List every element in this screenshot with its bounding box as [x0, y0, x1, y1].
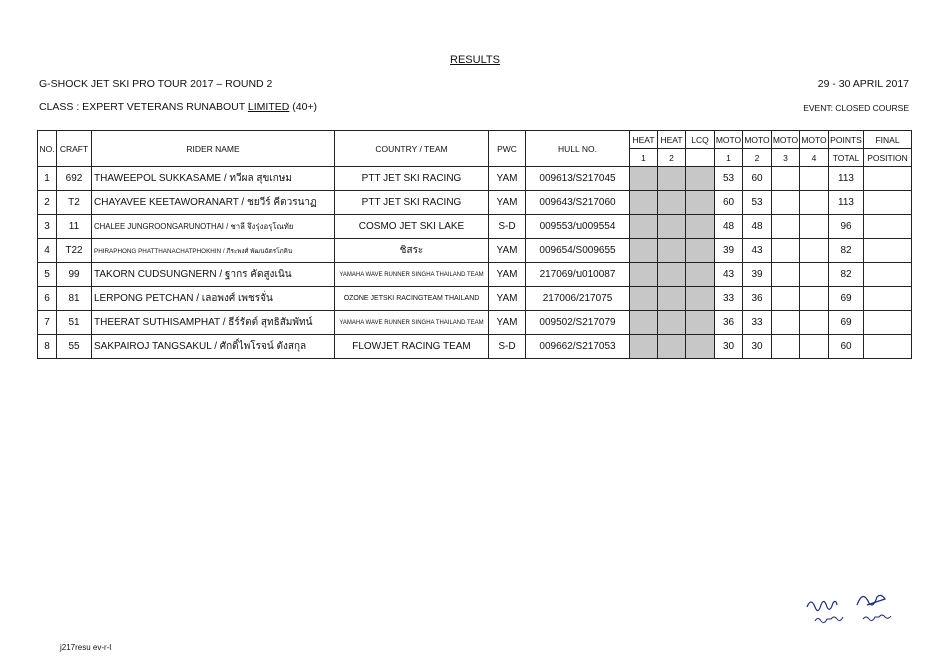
col-position: POSITION — [864, 149, 912, 167]
cell-moto-2: 39 — [743, 263, 772, 287]
col-moto-2: MOTO — [743, 131, 772, 149]
col-heat-1: HEAT — [630, 131, 658, 149]
cell-no: 6 — [38, 287, 57, 311]
cell-rider: LERPONG PETCHAN / เลอพงศ์ เพชรจั่น — [92, 287, 335, 311]
cell-total: 69 — [829, 287, 864, 311]
cell-heat-1 — [630, 263, 658, 287]
cell-craft: 51 — [57, 311, 92, 335]
cell-heat-2 — [658, 167, 686, 191]
cell-pwc: YAM — [489, 311, 526, 335]
table-row — [38, 335, 912, 359]
cell-no: 3 — [38, 215, 57, 239]
cell-lcq — [686, 311, 715, 335]
cell-lcq — [686, 215, 715, 239]
cell-lcq — [686, 263, 715, 287]
cell-no: 7 — [38, 311, 57, 335]
header-row-1 — [38, 131, 912, 149]
cell-no: 5 — [38, 263, 57, 287]
cell-moto-3 — [772, 287, 800, 311]
cell-team: PTT JET SKI RACING — [335, 167, 489, 191]
cell-total: 113 — [829, 167, 864, 191]
cell-no: 4 — [38, 239, 57, 263]
cell-rider: THAWEEPOL SUKKASAME / ทวีผล สุขเกษม — [92, 167, 335, 191]
col-team: COUNTRY / TEAM — [335, 131, 489, 167]
cell-rider: TAKORN CUDSUNGNERN / ฐากร คัดสูงเนิน — [92, 263, 335, 287]
cell-hull: 217006/217075 — [526, 287, 630, 311]
cell-heat-2 — [658, 215, 686, 239]
signature-1-date — [815, 617, 843, 623]
cell-total: 82 — [829, 239, 864, 263]
col-lcq: LCQ — [686, 131, 715, 149]
col-moto-4: MOTO — [800, 131, 829, 149]
cell-hull: 009643/S217060 — [526, 191, 630, 215]
cell-rider: CHALEE JUNGROONGARUNOTHAI / ชาลี จึงรุ่งอรุโณทัย — [92, 215, 335, 239]
cell-lcq — [686, 167, 715, 191]
cell-moto-2: 53 — [743, 191, 772, 215]
cell-moto-2: 48 — [743, 215, 772, 239]
cell-pwc: YAM — [489, 191, 526, 215]
cell-position — [864, 263, 912, 287]
cell-heat-2 — [658, 311, 686, 335]
class-highlight: LIMITED — [247, 101, 290, 113]
cell-team: ชิสระ — [335, 239, 489, 263]
cell-moto-1: 39 — [715, 239, 743, 263]
class-line — [39, 101, 317, 113]
results-title: RESULTS — [450, 54, 500, 66]
cell-moto-3 — [772, 191, 800, 215]
cell-pwc: YAM — [489, 167, 526, 191]
cell-moto-1: 48 — [715, 215, 743, 239]
cell-position — [864, 311, 912, 335]
col-points: POINTS — [829, 131, 864, 149]
cell-total: 60 — [829, 335, 864, 359]
cell-moto-2: 36 — [743, 287, 772, 311]
cell-craft: 11 — [57, 215, 92, 239]
cell-moto-2: 43 — [743, 239, 772, 263]
cell-rider: CHAYAVEE KEETAWORANART / ชยวีร์ คีตวรนาฏ — [92, 191, 335, 215]
cell-team: COSMO JET SKI LAKE — [335, 215, 489, 239]
cell-heat-2 — [658, 287, 686, 311]
cell-hull: 009613/S217045 — [526, 167, 630, 191]
cell-pwc: YAM — [489, 287, 526, 311]
cell-heat-2 — [658, 335, 686, 359]
cell-moto-3 — [772, 167, 800, 191]
cell-moto-1: 60 — [715, 191, 743, 215]
cell-heat-2 — [658, 191, 686, 215]
col-final: FINAL — [864, 131, 912, 149]
cell-moto-3 — [772, 335, 800, 359]
signature-1 — [807, 601, 837, 610]
event-name: G-SHOCK JET SKI PRO TOUR 2017 – ROUND 2 — [39, 78, 273, 90]
col-craft: CRAFT — [57, 131, 92, 167]
table-row — [38, 287, 912, 311]
cell-moto-4 — [800, 263, 829, 287]
table-row — [38, 239, 912, 263]
col-lcq-blank — [686, 149, 715, 167]
cell-position — [864, 335, 912, 359]
footer-code: j217resu ev-r-l — [60, 643, 112, 652]
cell-team: PTT JET SKI RACING — [335, 191, 489, 215]
cell-team: YAMAHA WAVE RUNNER SINGHA THAILAND TEAM — [335, 311, 489, 335]
cell-pwc: YAM — [489, 239, 526, 263]
col-moto-2-num: 2 — [743, 149, 772, 167]
cell-heat-1 — [630, 215, 658, 239]
cell-no: 1 — [38, 167, 57, 191]
cell-craft: 55 — [57, 335, 92, 359]
class-suffix: (40+) — [289, 101, 318, 113]
cell-pwc: YAM — [489, 263, 526, 287]
signature-2-date — [863, 615, 891, 621]
cell-craft: 99 — [57, 263, 92, 287]
table-row — [38, 191, 912, 215]
col-total: TOTAL — [829, 149, 864, 167]
cell-heat-2 — [658, 263, 686, 287]
col-moto-1-num: 1 — [715, 149, 743, 167]
cell-moto-3 — [772, 215, 800, 239]
cell-heat-1 — [630, 335, 658, 359]
cell-hull: 009654/S009655 — [526, 239, 630, 263]
results-table — [37, 130, 912, 359]
cell-pwc: S-D — [489, 335, 526, 359]
cell-hull: 009502/S217079 — [526, 311, 630, 335]
signature-marks — [805, 585, 905, 635]
cell-team: YAMAHA WAVE RUNNER SINGHA THAILAND TEAM — [335, 263, 489, 287]
col-no: NO. — [38, 131, 57, 167]
cell-moto-4 — [800, 167, 829, 191]
col-rider: RIDER NAME — [92, 131, 335, 167]
cell-rider: PHIRAPHONG PHATTHANACHATPHOKHIN / ภีระพงศ์ พัฒนฉัตรโภคิน — [92, 239, 335, 263]
table-row — [38, 311, 912, 335]
col-moto-3: MOTO — [772, 131, 800, 149]
cell-rider: THEERAT SUTHISAMPHAT / ธีร์รัตต์ สุทธิสัมพัทน์ — [92, 311, 335, 335]
cell-heat-1 — [630, 191, 658, 215]
cell-heat-1 — [630, 311, 658, 335]
cell-moto-4 — [800, 239, 829, 263]
cell-hull: 217069/บ010087 — [526, 263, 630, 287]
cell-position — [864, 215, 912, 239]
cell-total: 69 — [829, 311, 864, 335]
cell-moto-2: 30 — [743, 335, 772, 359]
signature-2 — [857, 595, 885, 605]
cell-no: 2 — [38, 191, 57, 215]
cell-craft: T2 — [57, 191, 92, 215]
cell-moto-3 — [772, 239, 800, 263]
col-moto-3-num: 3 — [772, 149, 800, 167]
cell-heat-1 — [630, 239, 658, 263]
cell-rider: SAKPAIROJ TANGSAKUL / ศักดิ์ไพโรจน์ ตังสกุล — [92, 335, 335, 359]
col-heat-2: HEAT — [658, 131, 686, 149]
cell-moto-2: 60 — [743, 167, 772, 191]
cell-moto-1: 33 — [715, 287, 743, 311]
col-moto-1: MOTO — [715, 131, 743, 149]
cell-moto-4 — [800, 215, 829, 239]
cell-moto-4 — [800, 311, 829, 335]
col-pwc: PWC — [489, 131, 526, 167]
cell-total: 96 — [829, 215, 864, 239]
cell-hull: 009662/S217053 — [526, 335, 630, 359]
col-heat-2-num: 2 — [658, 149, 686, 167]
cell-moto-1: 36 — [715, 311, 743, 335]
cell-craft: 81 — [57, 287, 92, 311]
cell-lcq — [686, 287, 715, 311]
cell-position — [864, 191, 912, 215]
cell-moto-1: 43 — [715, 263, 743, 287]
cell-craft: T22 — [57, 239, 92, 263]
cell-lcq — [686, 191, 715, 215]
cell-heat-1 — [630, 167, 658, 191]
event-date: 29 - 30 APRIL 2017 — [817, 78, 909, 90]
cell-moto-3 — [772, 263, 800, 287]
cell-moto-4 — [800, 287, 829, 311]
class-prefix: CLASS : EXPERT VETERANS RUNABOUT — [39, 101, 248, 113]
cell-pwc: S-D — [489, 215, 526, 239]
col-moto-4-num: 4 — [800, 149, 829, 167]
cell-lcq — [686, 335, 715, 359]
col-heat-1-num: 1 — [630, 149, 658, 167]
cell-heat-2 — [658, 239, 686, 263]
cell-moto-1: 53 — [715, 167, 743, 191]
cell-moto-4 — [800, 335, 829, 359]
cell-heat-1 — [630, 287, 658, 311]
cell-moto-3 — [772, 311, 800, 335]
cell-position — [864, 167, 912, 191]
cell-lcq — [686, 239, 715, 263]
cell-hull: 009553/บ009554 — [526, 215, 630, 239]
event-type: EVENT: CLOSED COURSE — [803, 103, 909, 113]
cell-total: 113 — [829, 191, 864, 215]
cell-no: 8 — [38, 335, 57, 359]
cell-moto-2: 33 — [743, 311, 772, 335]
cell-team: FLOWJET RACING TEAM — [335, 335, 489, 359]
col-hull: HULL NO. — [526, 131, 630, 167]
table-row — [38, 167, 912, 191]
table-row — [38, 215, 912, 239]
cell-moto-4 — [800, 191, 829, 215]
cell-team: OZONE JETSKI RACINGTEAM THAILAND — [335, 287, 489, 311]
table-row — [38, 263, 912, 287]
cell-craft: 692 — [57, 167, 92, 191]
cell-position — [864, 287, 912, 311]
cell-total: 82 — [829, 263, 864, 287]
cell-moto-1: 30 — [715, 335, 743, 359]
cell-position — [864, 239, 912, 263]
